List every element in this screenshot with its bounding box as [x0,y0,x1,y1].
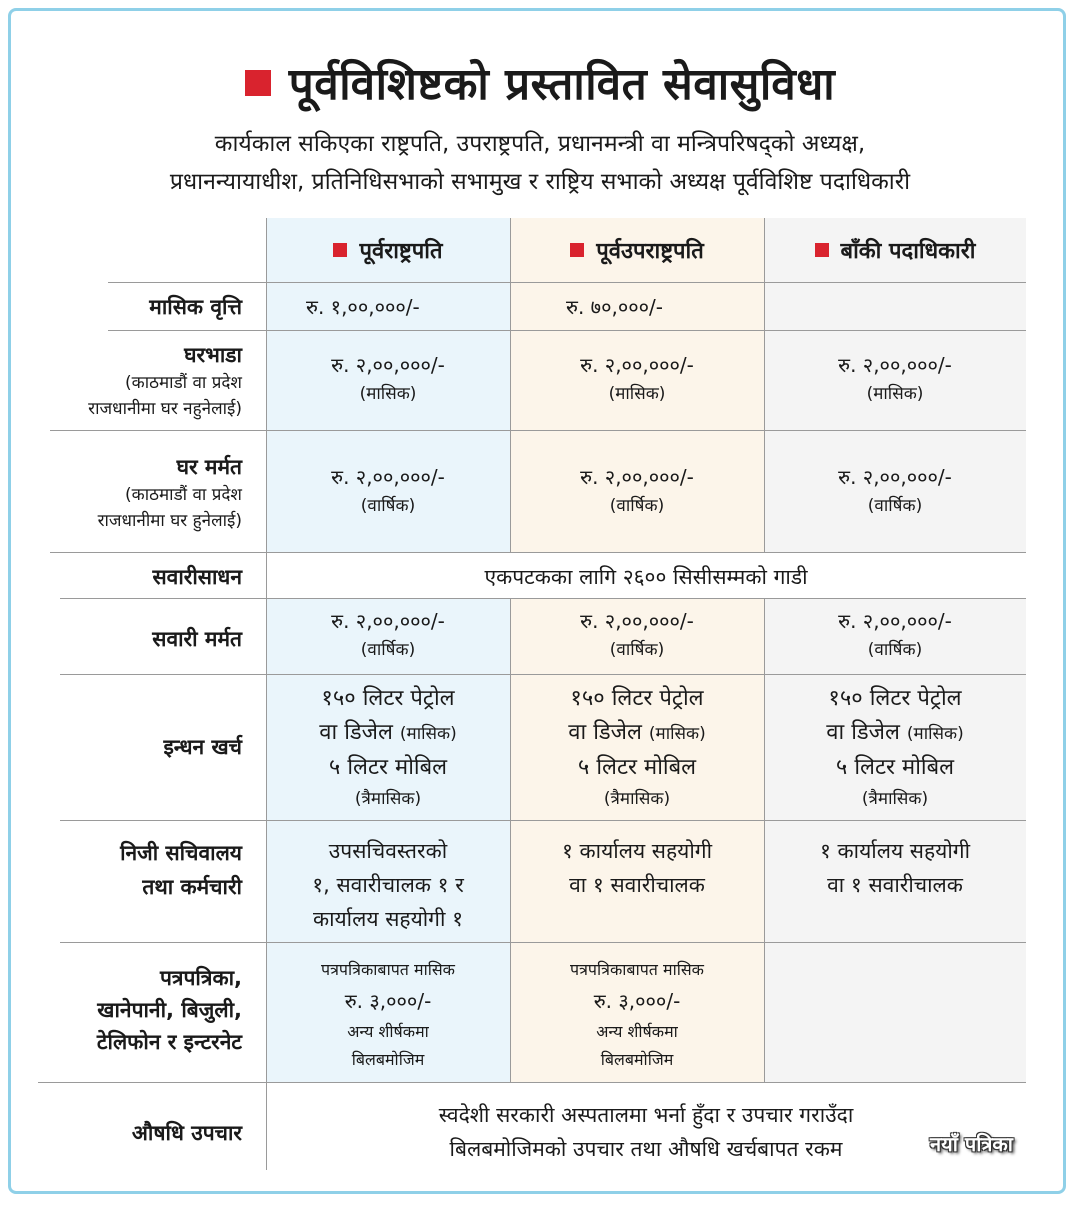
cell-rent-former-vice-president: रु. २,००,०००/- (मासिक) [580,353,694,404]
empty-cell-c3-allowance [764,282,1026,330]
row-divider [60,820,1026,821]
cell-repair-former-president: रु. २,००,०००/- (वार्षिक) [331,465,445,516]
row-label-utilities: पत्रपत्रिका, खानेपानी, बिजुली, टेलिफोन र इन्टरनेट [96,966,242,1054]
cell-vehicle-all: एकपटकका लागि २६०० सिसीसम्मको गाडी [484,565,808,589]
page-title [0,52,1080,112]
row-divider [60,674,1026,675]
cell-fuel-former-vice-president: १५० लिटर पेट्रोल वा डिजेल (मासिक) ५ लिटर मोबिल (त्रैमासिक) [568,686,706,809]
row-label-staff: निजी सचिवालय तथा कर्मचारी [120,841,242,899]
cell-staff-former-vice-president: १ कार्यालय सहयोगी वा १ सवारीचालक [561,839,713,897]
red-square-icon [570,243,584,257]
cell-allowance-former-president: रु. १,००,०००/- [306,295,420,319]
row-divider [108,330,1026,331]
publisher-logo: नयाँ पत्रिका [930,1132,1013,1156]
cell-repair-former-vice-president: रु. २,००,०००/- (वार्षिक) [580,465,694,516]
red-square-icon [333,243,347,257]
cell-vrepair-former-vice-president: रु. २,००,०००/- (वार्षिक) [580,609,694,660]
row-divider [50,552,1026,553]
cell-allowance-former-vice-president: रु. ७०,०००/- [566,295,663,319]
row-divider [60,598,1026,599]
cell-fuel-former-president: १५० लिटर पेट्रोल वा डिजेल (मासिक) ५ लिटर मोबिल (त्रैमासिक) [319,686,457,809]
row-label-house-rent: घरभाडा (काठमाडौं वा प्रदेश राजधानीमा घर नहुनेलाई) [88,343,242,419]
column-header-former-president: पूर्वराष्ट्रपति [266,218,510,282]
column-header-former-vice-president: पूर्वउपराष्ट्रपति [510,218,764,282]
title-text: पूर्वविशिष्टको प्रस्तावित सेवासुविधा [288,59,836,110]
subtitle-line-2: प्रधानन्यायाधीश, प्रतिनिधिसभाको सभामुख र राष्ट्रिय सभाको अध्यक्ष पूर्वविशिष्ट पदाधिकारी [169,169,911,195]
cell-utilities-former-vice-president: पत्रपत्रिकाबापत मासिक रु. ३,०००/- अन्य शीर्षकमा बिलबमोजिम [570,960,704,1069]
row-label-vehicle-repair: सवारी मर्मत [152,627,242,651]
row-divider [60,942,1026,943]
row-label-medical: औषधि उपचार [131,1121,242,1145]
row-divider [50,430,1026,431]
cell-rent-former-president: रु. २,००,०००/- (मासिक) [331,353,445,404]
red-square-icon [245,70,271,96]
row-label-fuel: इन्धन खर्च [163,735,242,759]
cell-medical-all: स्वदेशी सरकारी अस्पतालमा भर्ना हुँदा र उपचार गराउँदा बिलबमोजिमको उपचार तथा औषधि खर्चबापत रकम [438,1103,854,1161]
row-divider [38,1082,1026,1083]
row-label-monthly-allowance: मासिक वृत्ति [149,295,242,319]
subtitle-line-1: कार्यकाल सकिएका राष्ट्रपति, उपराष्ट्रपति, प्रधानमन्त्री वा मन्त्रिपरिषद्को अध्यक्ष, [214,131,866,157]
column-header-other-officials: बाँकी पदाधिकारी [764,218,1026,282]
cell-utilities-former-president: पत्रपत्रिकाबापत मासिक रु. ३,०००/- अन्य शीर्षकमा बिलबमोजिम [321,960,455,1069]
row-label-house-repair: घर मर्मत (काठमाडौं वा प्रदेश राजधानीमा घर हुनेलाई) [97,455,242,531]
cell-staff-former-president: उपसचिवस्तरको १, सवारीचालक १ र कार्यालय सहयोगी १ [312,839,464,931]
cell-fuel-other-officials: १५० लिटर पेट्रोल वा डिजेल (मासिक) ५ लिटर मोबिल (त्रैमासिक) [826,686,964,809]
cell-rent-other-officials: रु. २,००,०००/- (मासिक) [838,353,952,404]
red-square-icon [815,243,829,257]
cell-vrepair-former-president: रु. २,००,०००/- (वार्षिक) [331,609,445,660]
row-label-vehicle: सवारीसाधन [152,565,242,589]
cell-vrepair-other-officials: रु. २,००,०००/- (वार्षिक) [838,609,952,660]
row-divider [108,282,1026,283]
cell-staff-other-officials: १ कार्यालय सहयोगी वा १ सवारीचालक [819,839,971,897]
cell-repair-other-officials: रु. २,००,०००/- (वार्षिक) [838,465,952,516]
